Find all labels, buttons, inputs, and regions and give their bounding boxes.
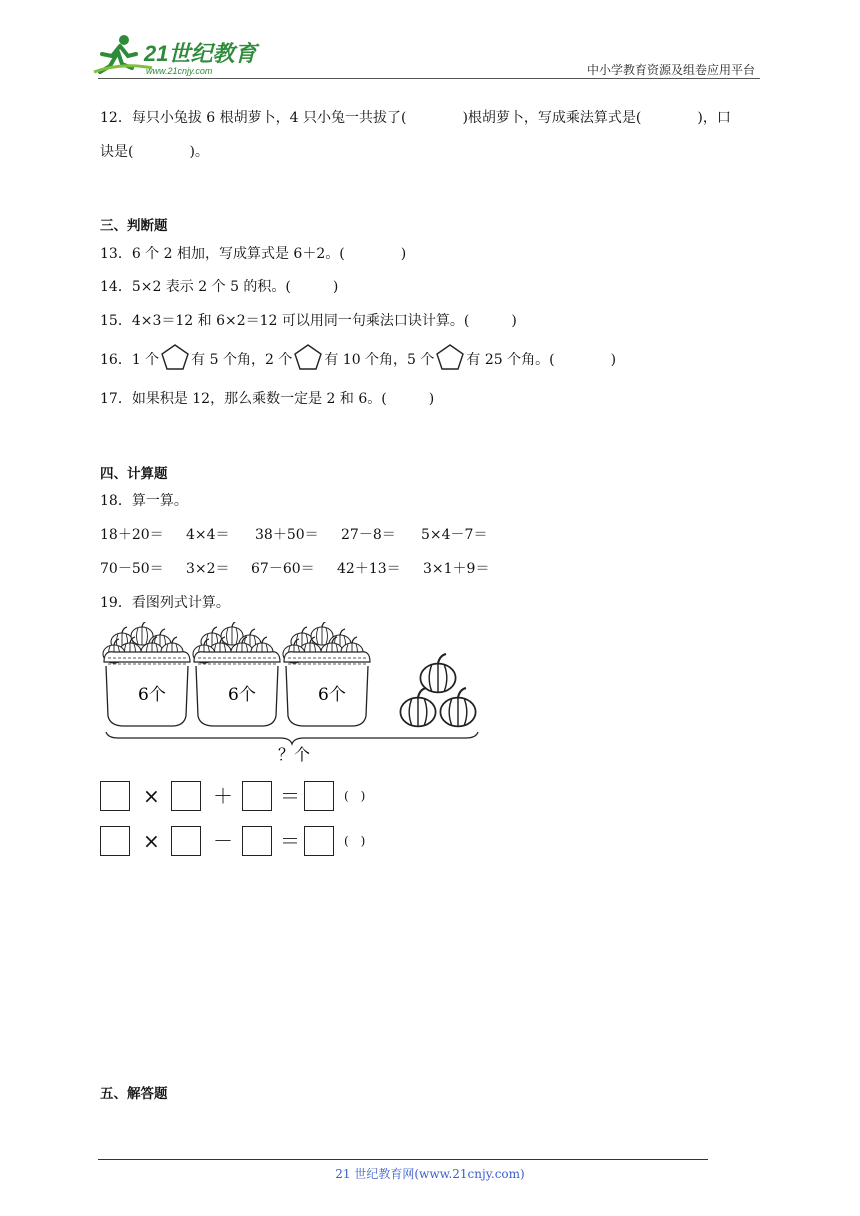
total-label: ？个 bbox=[278, 745, 311, 764]
answer-box[interactable] bbox=[304, 826, 334, 856]
minus-sign: － bbox=[213, 829, 233, 853]
answer-box[interactable] bbox=[242, 826, 272, 856]
question-12-line-2: 诀是( )。 bbox=[100, 144, 209, 160]
pumpkin-baskets-illustration bbox=[100, 622, 486, 770]
question-16 bbox=[100, 349, 616, 371]
question-16-part-1: 16．1 个 bbox=[100, 352, 160, 368]
question-12-line-1: 12．每只小兔拔 6 根胡萝卜，4 只小兔一共拔了( )根胡萝卜，写成乘法算式是( )，口 bbox=[100, 110, 731, 126]
basket-label: 6个 bbox=[318, 685, 346, 705]
equals-sign: ＝ bbox=[280, 829, 300, 853]
loose-pumpkins bbox=[400, 654, 475, 726]
unit-paren: ( ) bbox=[344, 789, 366, 803]
calc-item: 38＋50＝ bbox=[255, 527, 319, 543]
section-5-title: 五、解答题 bbox=[100, 1086, 168, 1102]
calc-item: 5×4－7＝ bbox=[421, 527, 488, 543]
calc-item: 42＋13＝ bbox=[337, 561, 401, 577]
plus-sign: ＋ bbox=[213, 784, 233, 808]
question-18-title: 18．算一算。 bbox=[100, 493, 188, 509]
question-14: 14．5×2 表示 2 个 5 的积。( ) bbox=[100, 279, 339, 295]
answer-box[interactable] bbox=[171, 781, 201, 811]
calc-item: 70－50＝ bbox=[100, 561, 164, 577]
basket-1 bbox=[103, 622, 190, 726]
logo-text: 21世纪教育 bbox=[144, 41, 257, 66]
answer-box[interactable] bbox=[100, 781, 130, 811]
unit-paren: ( ) bbox=[344, 834, 366, 848]
section-4-title: 四、计算题 bbox=[100, 466, 168, 482]
brace-icon bbox=[106, 732, 478, 744]
answer-box[interactable] bbox=[171, 826, 201, 856]
calc-item: 3×1＋9＝ bbox=[423, 561, 490, 577]
calc-item: 27－8＝ bbox=[341, 527, 396, 543]
logo-url-text: www.21cnjy.com bbox=[146, 66, 213, 76]
answer-box[interactable] bbox=[100, 826, 130, 856]
basket-label: 6个 bbox=[138, 685, 166, 705]
basket-2 bbox=[193, 622, 280, 726]
calc-item: 67－60＝ bbox=[251, 561, 315, 577]
times-sign: × bbox=[143, 829, 160, 853]
pentagon-icon bbox=[435, 343, 465, 371]
equals-sign: ＝ bbox=[280, 784, 300, 808]
section-3-title: 三、判断题 bbox=[100, 218, 168, 234]
platform-title: 中小学教育资源及组卷应用平台 bbox=[586, 63, 755, 77]
answer-box[interactable] bbox=[304, 781, 334, 811]
question-13: 13．6 个 2 相加，写成算式是 6＋2。( ) bbox=[100, 246, 407, 262]
calc-item: 4×4＝ bbox=[186, 527, 230, 543]
times-sign: × bbox=[143, 784, 160, 808]
question-17: 17．如果积是 12，那么乘数一定是 2 和 6。( ) bbox=[100, 391, 435, 407]
calc-item: 18＋20＝ bbox=[100, 527, 164, 543]
question-16-part-3: 有 10 个角，5 个 bbox=[324, 352, 435, 368]
answer-box[interactable] bbox=[242, 781, 272, 811]
basket-label: 6个 bbox=[228, 685, 256, 705]
basket-3 bbox=[283, 622, 370, 726]
question-16-part-2: 有 5 个角，2 个 bbox=[191, 352, 293, 368]
question-15: 15．4×3＝12 和 6×2＝12 可以用同一句乘法口诀计算。( ) bbox=[100, 313, 517, 329]
calc-item: 3×2＝ bbox=[186, 561, 230, 577]
question-19-title: 19．看图列式计算。 bbox=[100, 595, 230, 611]
pentagon-icon bbox=[293, 343, 323, 371]
header-divider bbox=[98, 78, 760, 79]
footer-divider bbox=[98, 1159, 708, 1160]
pentagon-icon bbox=[160, 343, 190, 371]
site-logo bbox=[92, 32, 262, 78]
footer-text[interactable]: 21 世纪教育网(www.21cnjy.com) bbox=[335, 1167, 525, 1181]
question-16-part-4: 有 25 个角。( ) bbox=[466, 352, 617, 368]
